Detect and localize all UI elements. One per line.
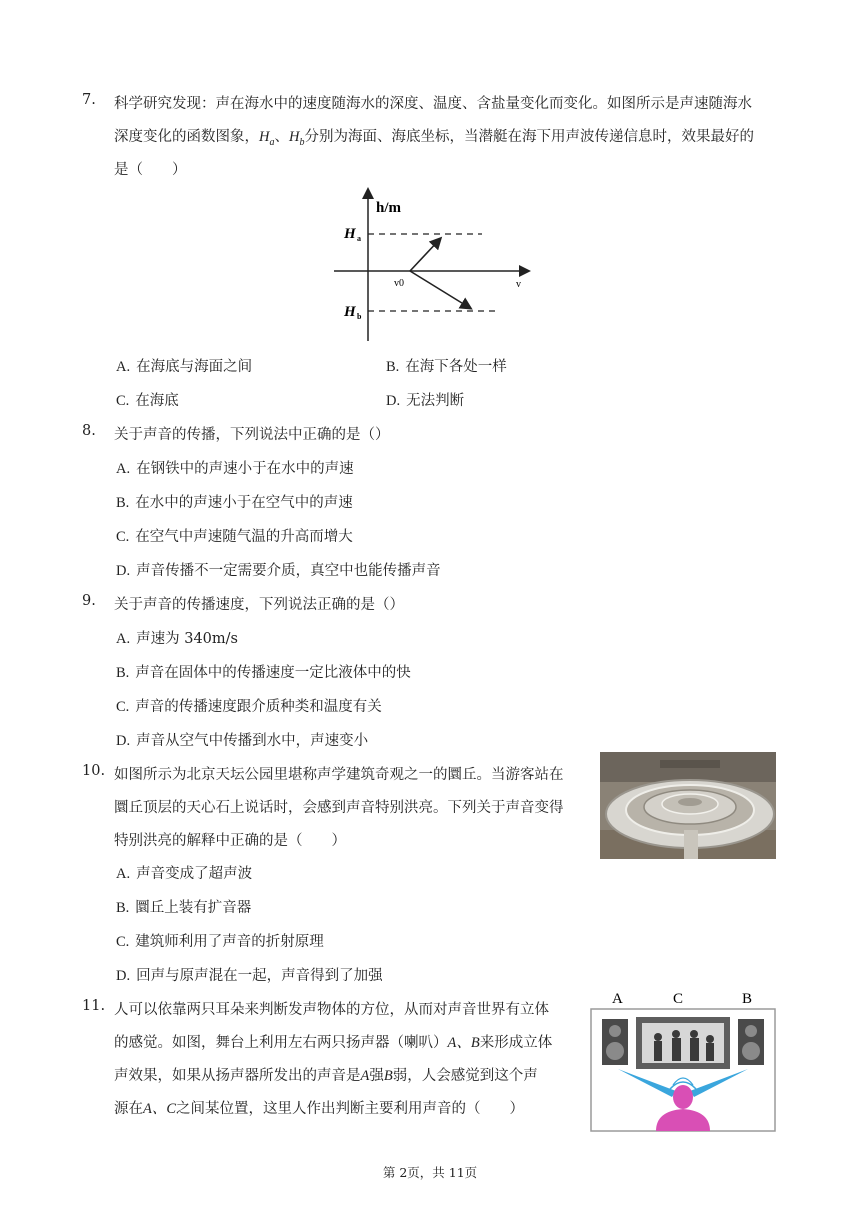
question-line: 如图所示为北京天坛公园里堪称声学建筑奇观之一的圜丘。当游客站在 bbox=[114, 767, 564, 783]
page-footer: 第 2页，共 11页 bbox=[382, 1165, 478, 1180]
question-line: 的感觉。如图，舞台上利用左右两只扬声器（喇叭）A、B来形成立体 bbox=[114, 1035, 553, 1051]
ha-sub: a bbox=[357, 234, 361, 243]
question-number: 8. bbox=[82, 423, 96, 439]
question-number: 9. bbox=[82, 593, 96, 609]
x-axis-label: v bbox=[516, 279, 521, 290]
question-line: 圜丘顶层的天心石上说话时，会感到声音特别洪亮。下列关于声音变得 bbox=[114, 800, 564, 816]
ha-label: H bbox=[344, 226, 356, 242]
question-line: 深度变化的函数图象，$H_a$、$H_b$分别为海面、海底坐标，当潜艇在海下用声波传递信息时，效果最好的 bbox=[114, 129, 754, 148]
hb-sub: b bbox=[357, 312, 362, 321]
question-line: 声效果，如果从扬声器所发出的声音是A强B弱，人会感觉到这个声 bbox=[114, 1068, 538, 1084]
option-a[interactable]: A. 声音变成了超声波 bbox=[116, 866, 253, 882]
stereo-speaker-figure bbox=[590, 987, 776, 1133]
stage-c-label: C bbox=[673, 991, 684, 1007]
option-c[interactable]: C. 声音的传播速度跟介质种类和温度有关 bbox=[116, 699, 382, 715]
hb-label: H bbox=[344, 304, 356, 320]
question-number: 10. bbox=[82, 763, 106, 779]
option-b[interactable]: B. 圜丘上装有扩音器 bbox=[116, 900, 252, 916]
option-a[interactable]: A. 声速为 340m/s bbox=[116, 631, 238, 647]
question-line: 特别洪亮的解释中正确的是（ ） bbox=[114, 833, 346, 849]
option-d[interactable]: D. 回声与原声混在一起，声音得到了加强 bbox=[116, 968, 383, 984]
question-line: 是（ ） bbox=[114, 162, 187, 178]
speaker-b-label: B bbox=[742, 991, 753, 1007]
y-axis-label: h/m bbox=[376, 200, 402, 216]
question-line: 源在A、C之间某位置，这里人作出判断主要利用声音的（ ） bbox=[114, 1101, 525, 1117]
option-b[interactable]: B. 声音在固体中的传播速度一定比液体中的快 bbox=[116, 665, 411, 681]
question-line: 人可以依靠两只耳朵来判断发声物体的方位，从而对声音世界有立体 bbox=[114, 1002, 549, 1018]
speaker-a-label: A bbox=[612, 991, 623, 1007]
sound-speed-depth-graph bbox=[330, 186, 540, 346]
option-d[interactable]: D. 声音从空气中传播到水中，声速变小 bbox=[116, 733, 369, 749]
option-a[interactable]: A. 在海底与海面之间 bbox=[116, 359, 253, 375]
speaker-a-icon bbox=[602, 1019, 628, 1065]
speaker-b-icon bbox=[738, 1019, 764, 1065]
question-number: 7. bbox=[82, 92, 96, 108]
circular-mound-altar-photo bbox=[600, 752, 776, 859]
question-line: 科学研究发现：声在海水中的速度随海水的深度、温度、含盐量变化而变化。如图所示是声速随海水 bbox=[114, 96, 752, 112]
v0-label: v0 bbox=[394, 278, 404, 289]
option-d[interactable]: D. 声音传播不一定需要介质，真空中也能传播声音 bbox=[116, 563, 441, 579]
option-c[interactable]: C. 在空气中声速随气温的升高而增大 bbox=[116, 529, 353, 545]
option-b[interactable]: B. 在海下各处一样 bbox=[386, 359, 507, 375]
option-a[interactable]: A. 在钢铁中的声速小于在水中的声速 bbox=[116, 461, 354, 477]
question-number: 11. bbox=[82, 998, 106, 1014]
question-stem: 关于声音的传播速度，下列说法正确的是（） bbox=[114, 597, 404, 613]
option-b[interactable]: B. 在水中的声速小于在空气中的声速 bbox=[116, 495, 353, 511]
option-c[interactable]: C. 建筑师利用了声音的折射原理 bbox=[116, 934, 324, 950]
option-d[interactable]: D. 无法判断 bbox=[386, 393, 465, 409]
option-c[interactable]: C. 在海底 bbox=[116, 393, 179, 409]
question-stem: 关于声音的传播，下列说法中正确的是（） bbox=[114, 427, 390, 443]
